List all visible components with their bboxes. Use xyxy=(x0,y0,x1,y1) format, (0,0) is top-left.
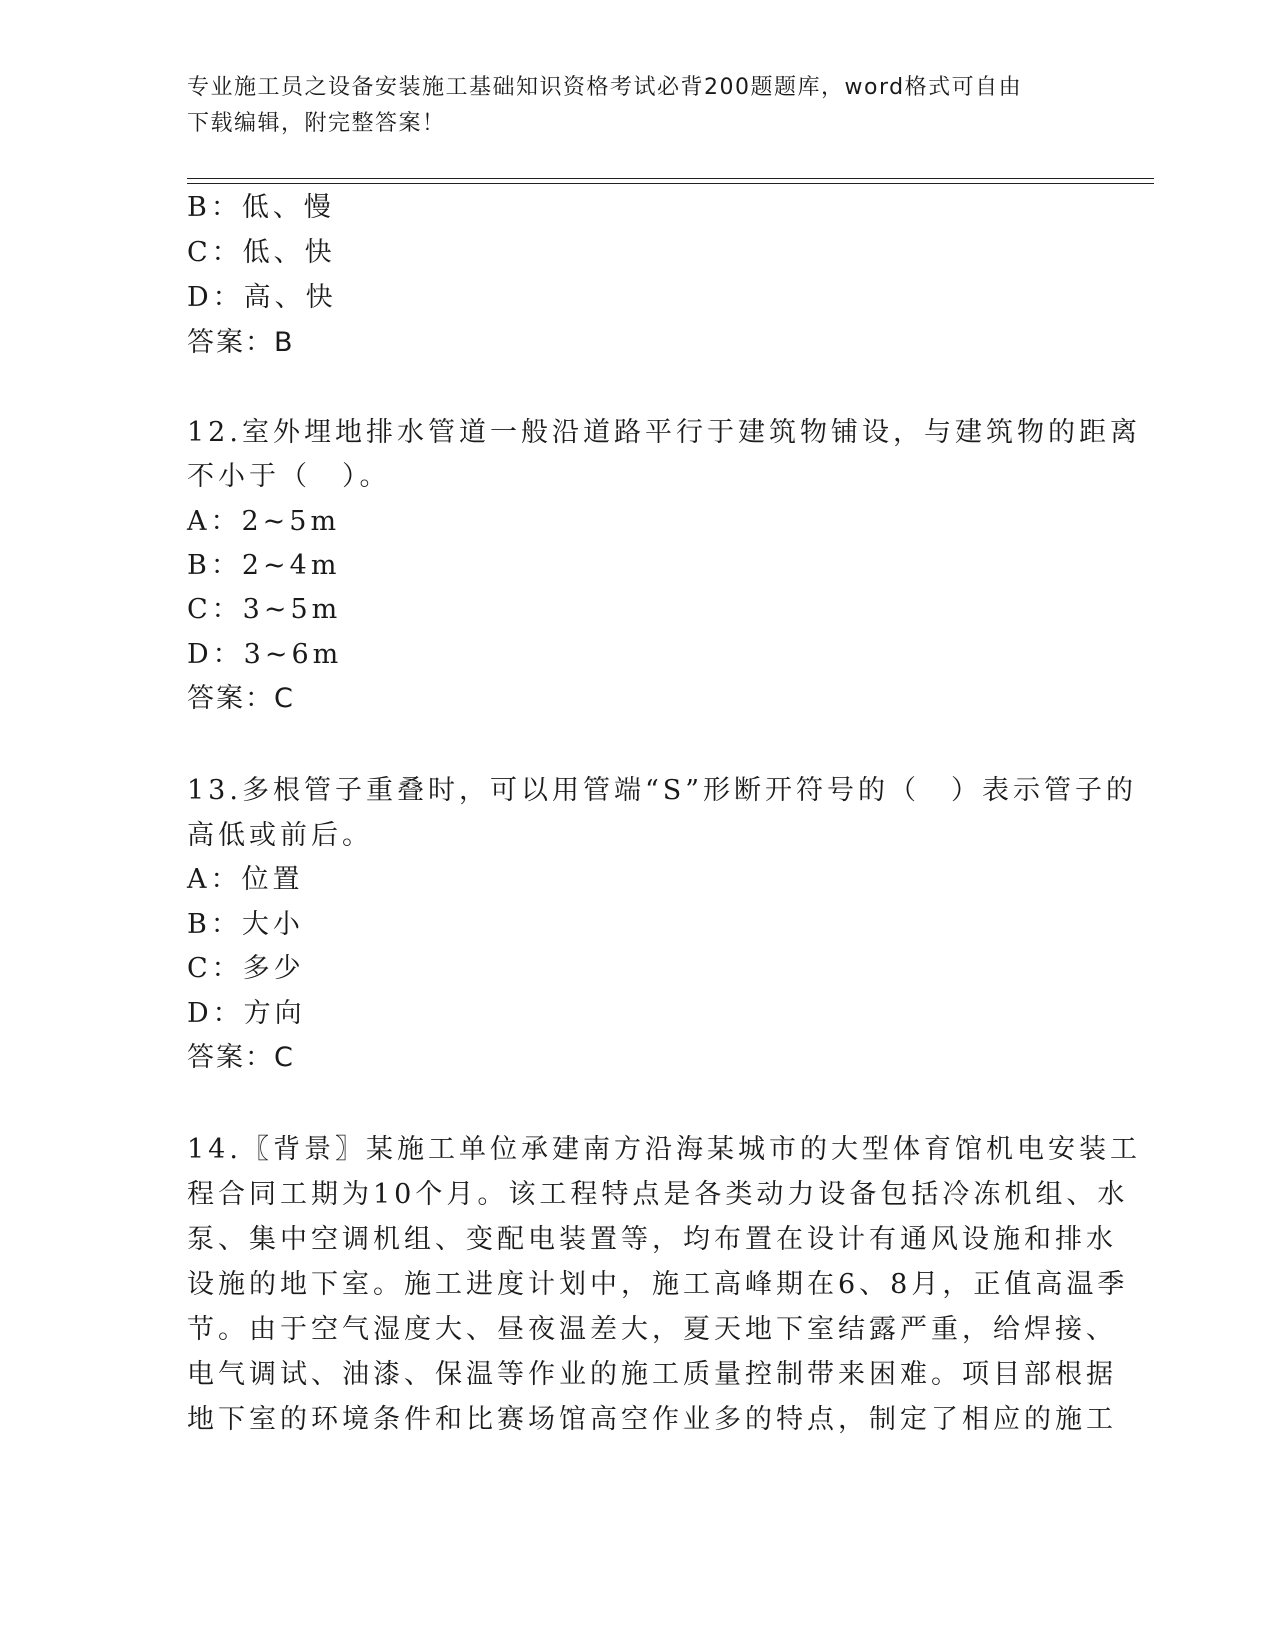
header-divider-top xyxy=(187,178,1154,179)
q12-option-a: A：2~5m xyxy=(187,506,341,537)
q12-option-d: D：3~6m xyxy=(187,639,343,670)
q14-line: 电气调试、油漆、保温等作业的施工质量控制带来困难。项目部根据 xyxy=(187,1359,1117,1390)
q11-option-d: D：高、快 xyxy=(187,282,337,313)
q14-line: 程合同工期为10个月。该工程特点是各类动力设备包括冷冻机组、水 xyxy=(187,1179,1129,1210)
q12-option-b: B：2~4m xyxy=(187,550,341,581)
q13-option-c: C：多少 xyxy=(187,953,305,984)
q14-line: 设施的地下室。施工进度计划中，施工高峰期在6、8月，正值高温季 xyxy=(187,1269,1129,1300)
q13-stem-line-1: 13.多根管子重叠时，可以用管端“S”形断开符号的（ ）表示管子的 xyxy=(187,775,1138,806)
q12-answer: 答案：C xyxy=(187,683,295,714)
q12-option-c: C：3~5m xyxy=(187,594,342,625)
q12-stem-line-1: 12.室外埋地排水管道一般沿道路平行于建筑物铺设，与建筑物的距离 xyxy=(187,417,1141,448)
q14-line: 泵、集中空调机组、变配电装置等，均布置在设计有通风设施和排水 xyxy=(187,1224,1117,1255)
q11-answer: 答案：B xyxy=(187,327,295,358)
q13-option-a: A：位置 xyxy=(187,864,304,895)
header-line-1: 专业施工员之设备安装施工基础知识资格考试必背200题题库，word格式可自由 xyxy=(187,75,1023,100)
q12-stem-line-2: 不小于（ ）。 xyxy=(187,461,391,492)
q13-option-d: D：方向 xyxy=(187,998,306,1029)
q13-stem-line-2: 高低或前后。 xyxy=(187,820,373,851)
q14-line: 14.〖背景〗某施工单位承建南方沿海某城市的大型体育馆机电安装工 xyxy=(187,1134,1141,1165)
q13-option-b: B：大小 xyxy=(187,909,304,940)
q11-option-b: B：低、慢 xyxy=(187,192,335,223)
document-header xyxy=(187,70,1067,142)
q14-line: 节。由于空气湿度大、昼夜温差大，夏天地下室结露严重，给焊接、 xyxy=(187,1314,1117,1345)
header-line-2: 下载编辑，附完整答案！ xyxy=(187,111,446,136)
q14-line: 地下室的环境条件和比赛场馆高空作业多的特点，制定了相应的施工 xyxy=(187,1404,1117,1435)
q11-option-c: C：低、快 xyxy=(187,237,336,268)
q13-answer: 答案：C xyxy=(187,1042,295,1073)
header-divider-bottom xyxy=(187,183,1154,184)
